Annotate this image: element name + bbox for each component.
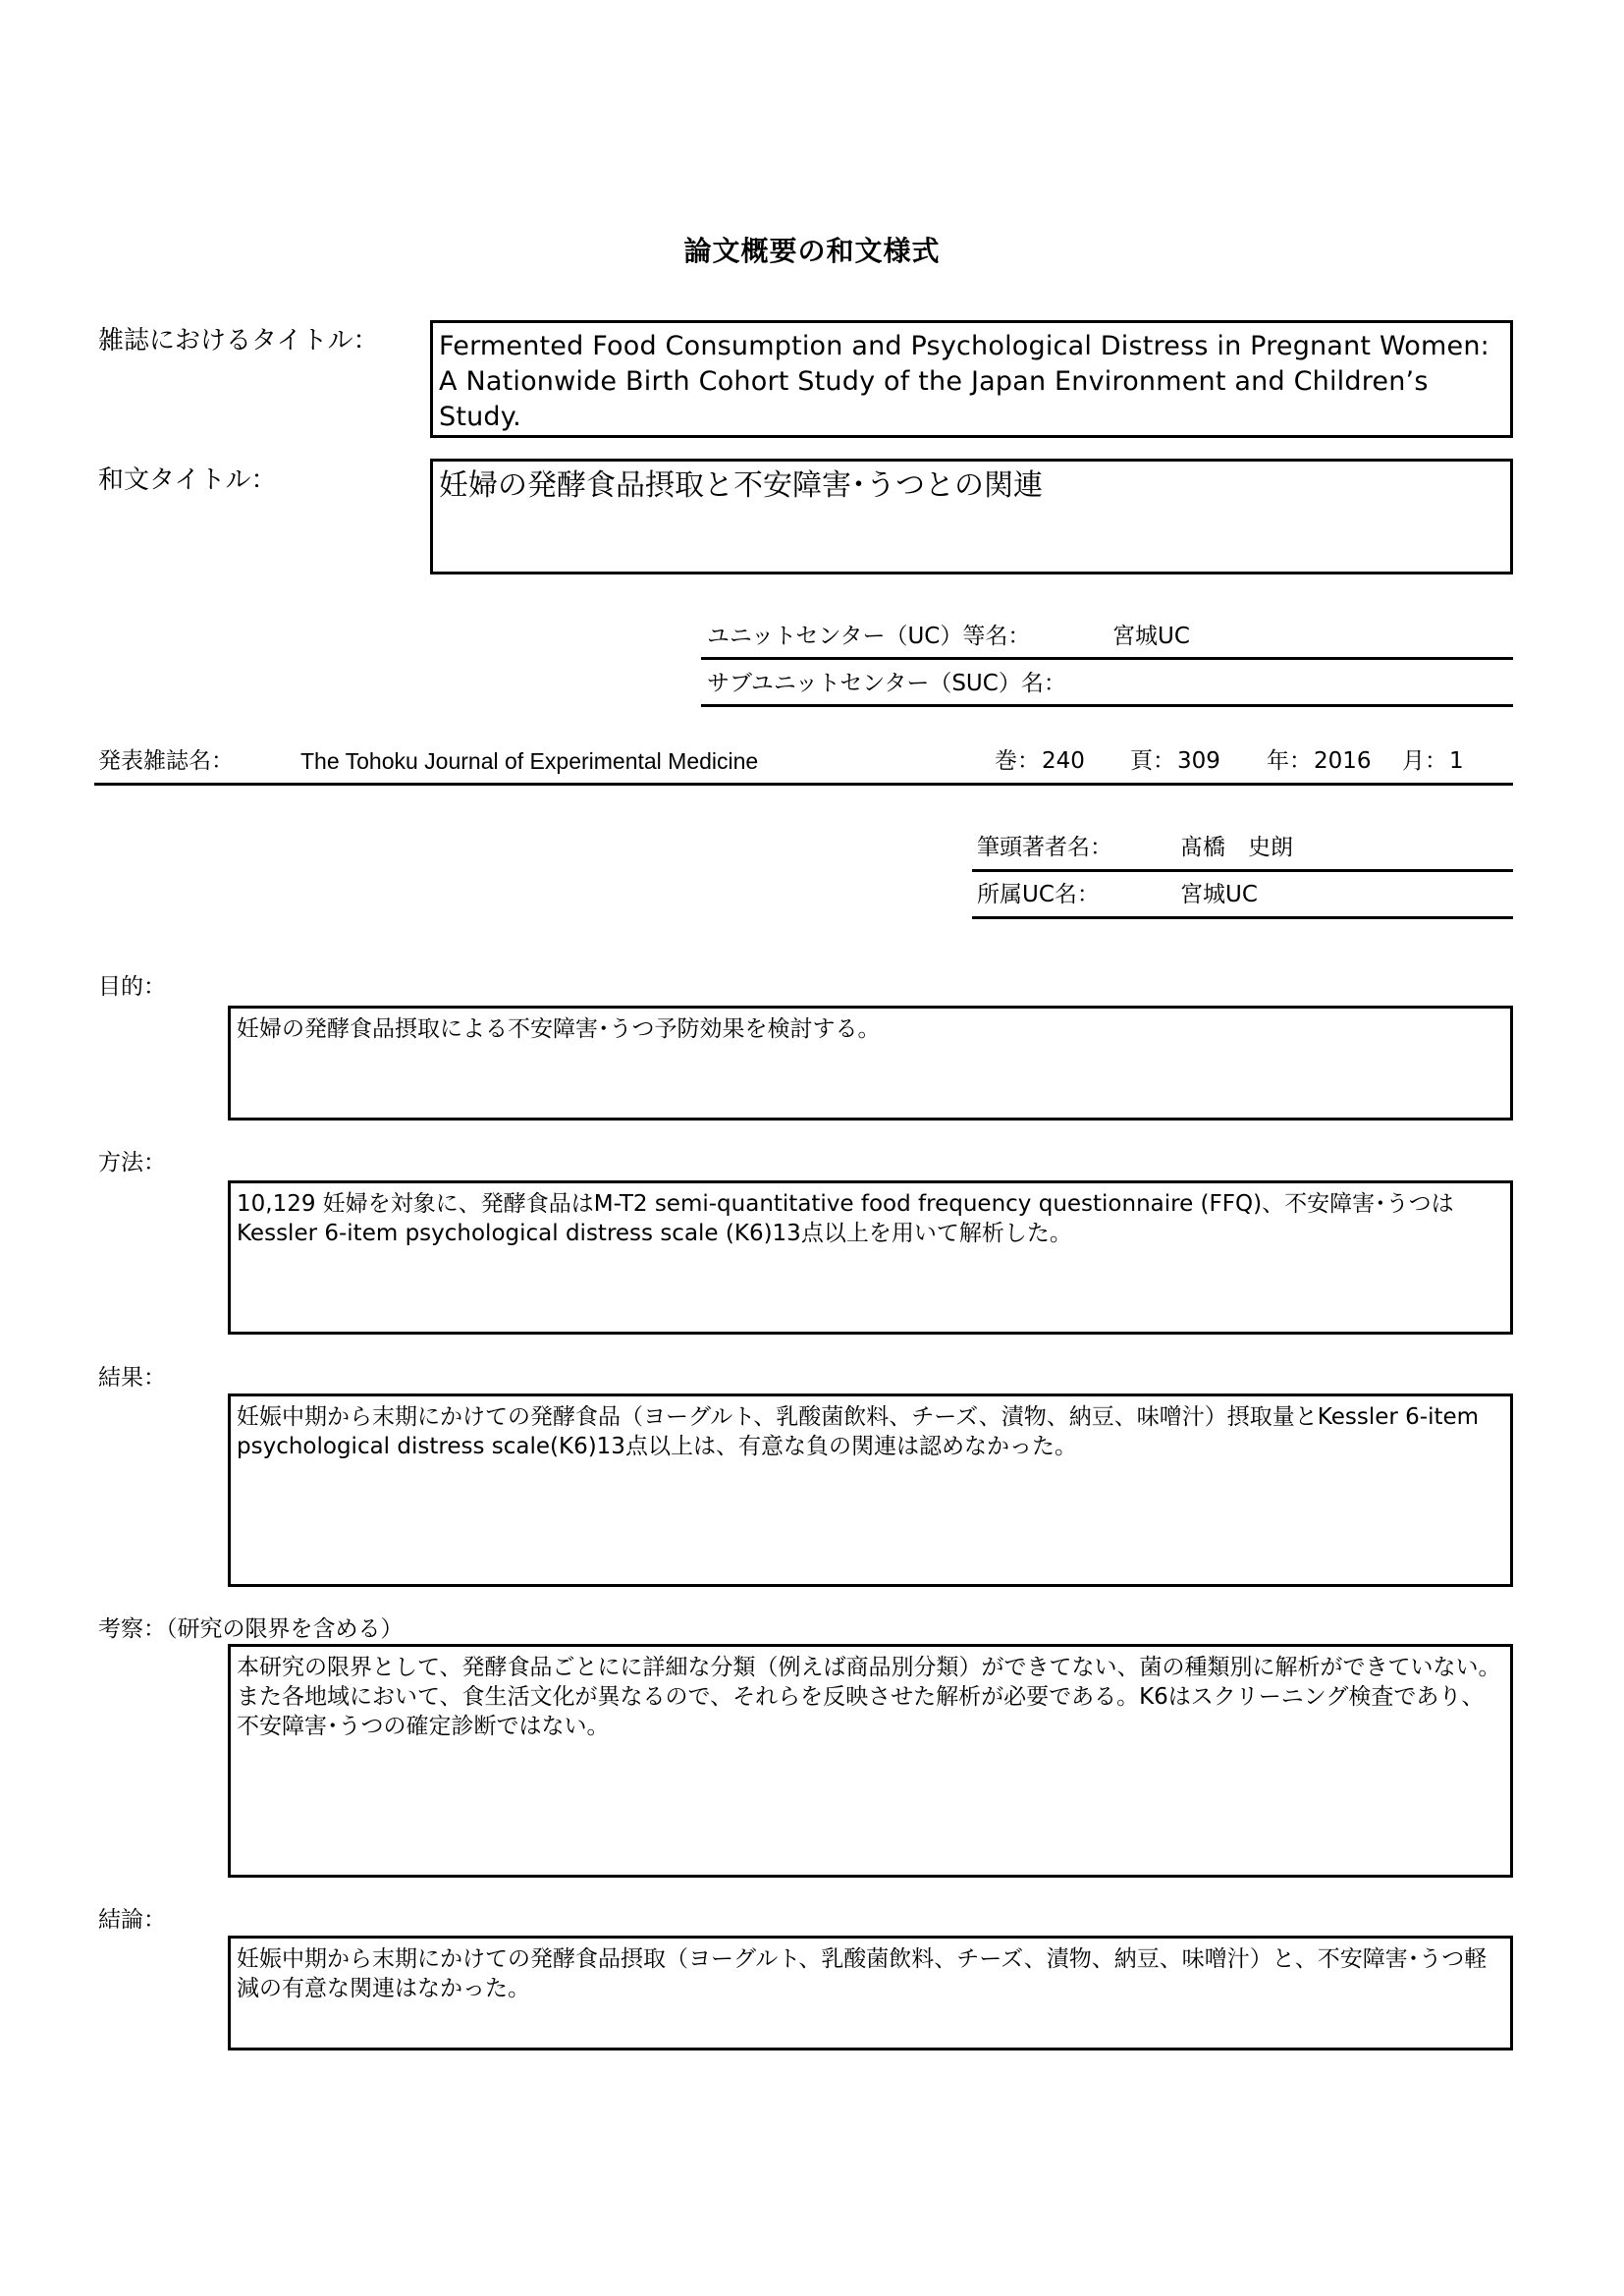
author-label: 筆頭著者名： [977, 835, 1112, 860]
discussion-text: 本研究の限界として、発酵食品ごとにに詳細な分類（例えば商品別分類）ができてない、菌の種類別に解析ができていない。また各地域において、食生活文化が異なるので、それらを反映させた解析が必要である。K6はスクリーニング検査であり、不安障害･うつの確定診断ではない。 [237, 1655, 1501, 1739]
author-value: 髙橋 史朗 [1180, 835, 1293, 860]
affiliation-value: 宮城UC [1180, 882, 1258, 907]
unit-center-label: ユニットセンター（UC）等名： [707, 624, 1031, 649]
discussion-label: 考察：（研究の限界を含める） [98, 1616, 404, 1642]
month-label: 月： [1402, 748, 1447, 774]
japanese-title-value: 妊婦の発酵食品摂取と不安障害･うつとの関連 [439, 468, 1043, 503]
unit-center-value: 宮城UC [1112, 624, 1190, 649]
method-box[interactable] [228, 1180, 1513, 1335]
volume-value: 240 [1042, 748, 1085, 774]
conclusion-box[interactable] [228, 1936, 1513, 2050]
japanese-title-box[interactable] [430, 459, 1513, 574]
purpose-box[interactable] [228, 1006, 1513, 1121]
publication-rule [94, 783, 1513, 786]
sub-unit-center-label: サブユニットセンター（SUC）名： [707, 671, 1066, 696]
method-label: 方法： [98, 1150, 166, 1175]
author-rule [972, 869, 1513, 872]
page-value: 309 [1177, 748, 1220, 774]
page-label: 頁： [1130, 748, 1175, 774]
volume-label: 巻： [995, 748, 1040, 774]
purpose-label: 目的： [98, 974, 166, 1000]
publication-label: 発表雑誌名： [98, 748, 234, 774]
year-value: 2016 [1314, 748, 1372, 774]
results-label: 結果： [98, 1365, 166, 1391]
conclusion-label: 結論： [98, 1907, 166, 1933]
year-label: 年： [1267, 748, 1312, 774]
conclusion-text: 妊娠中期から末期にかけての発酵食品摂取（ヨーグルト、乳酸菌飲料、チーズ、漬物、納豆、味噌汁）と、不安障害･うつ軽減の有意な関連はなかった。 [237, 1946, 1488, 2001]
journal-title-label: 雑誌におけるタイトル： [98, 326, 379, 355]
journal-title-value: Fermented Food Consumption and Psychological Distress in Pregnant Women: A Nationwide Birth Cohort Study of the Japan Environment and Children’s Study. [439, 331, 1489, 432]
discussion-box[interactable] [228, 1644, 1513, 1878]
affiliation-rule [972, 916, 1513, 919]
month-value: 1 [1449, 748, 1464, 774]
results-box[interactable] [228, 1394, 1513, 1587]
sub-unit-center-rule [701, 704, 1513, 707]
method-text: 10,129 妊婦を対象に、発酵食品はM-T2 semi-quantitative food frequency questionnaire (FFQ)、不安障害･うつは Kessler 6-item psychological distress scale (K6)13点以上を用いて解析した。 [237, 1191, 1454, 1246]
affiliation-label: 所属UC名： [977, 882, 1100, 907]
unit-center-rule [701, 657, 1513, 660]
publication-journal: The Tohoku Journal of Experimental Medicine [300, 748, 759, 774]
purpose-text: 妊婦の発酵食品摂取による不安障害･うつ予防効果を検討する。 [237, 1016, 881, 1042]
japanese-title-label: 和文タイトル： [98, 465, 277, 495]
journal-title-box[interactable] [430, 320, 1513, 438]
results-text: 妊娠中期から末期にかけての発酵食品（ヨーグルト、乳酸菌飲料、チーズ、漬物、納豆、味噌汁）摂取量とKessler 6-item psychological distress scale(K6)13点以上は、有意な負の関連は認めなかった。 [237, 1404, 1480, 1459]
page-title: 論文概要の和文様式 [683, 235, 941, 267]
